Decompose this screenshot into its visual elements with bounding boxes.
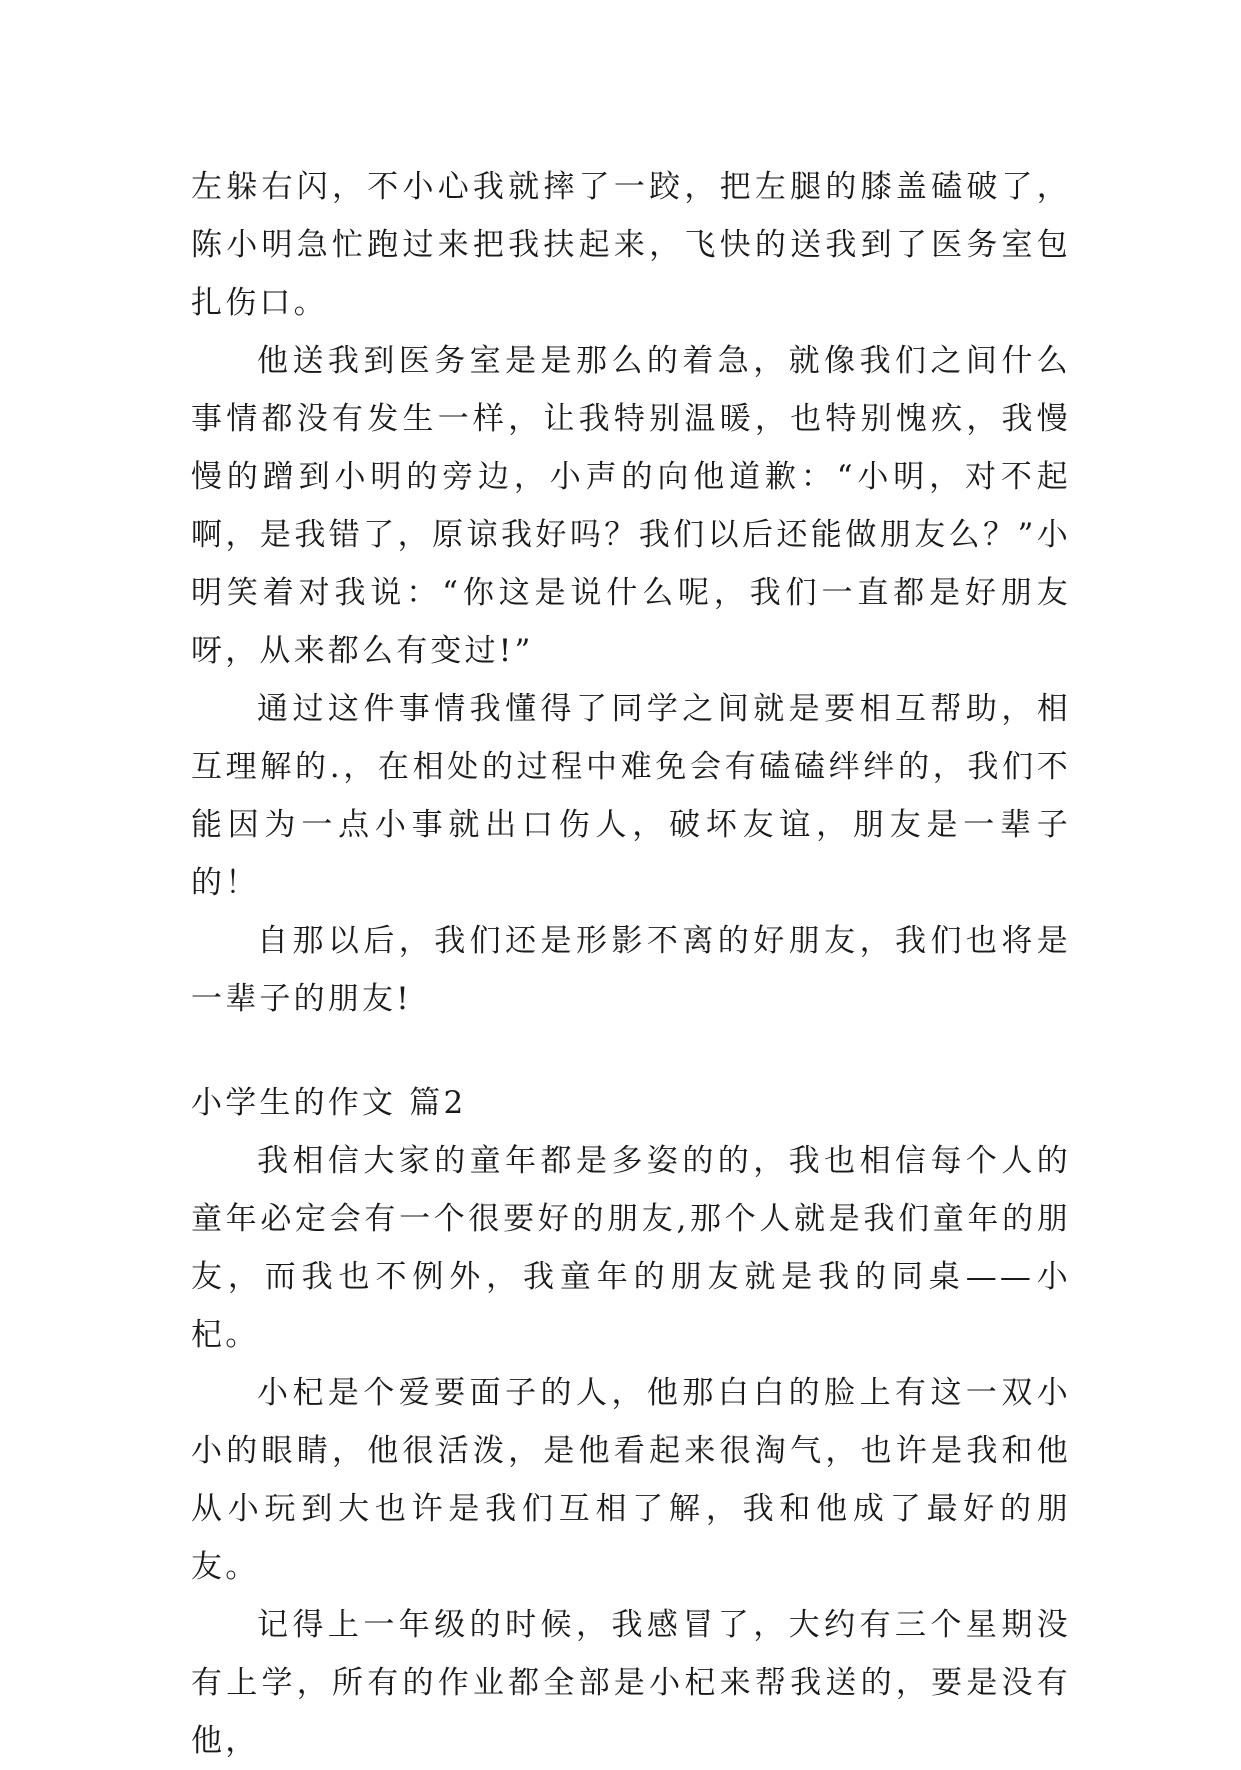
paragraph: 通过这件事情我懂得了同学之间就是要相互帮助，相互理解的.，在相处的过程中难免会有磕磕绊绊的，我们不能因为一点小事就出口伤人，破坏友谊，朋友是一辈子的！: [191, 691, 1071, 901]
paragraph: 他送我到医务室是是那么的着急，就像我们之间什么事情都没有发生一样，让我特别温暖，也特别愧疚，我慢慢的蹭到小明的旁边，小声的向他道歉：“小明，对不起啊，是我错了，原谅我好吗？我们以后还能做朋友么？”小明笑着对我说：“你这是说什么呢，我们一直都是好朋友呀，从来都么有变过!”: [191, 343, 1071, 669]
section-heading: 小学生的作文 篇2: [191, 1085, 467, 1121]
paragraph: 我相信大家的童年都是多姿的的，我也相信每个人的童年必定会有一个很要好的朋友,那个人就是我们童年的朋友，而我也不例外，我童年的朋友就是我的同桌——小杞。: [191, 1143, 1071, 1353]
paragraph: 自那以后，我们还是形影不离的好朋友，我们也将是一辈子的朋友!: [191, 923, 1071, 1017]
paragraph: 小杞是个爱要面子的人，他那白白的脸上有这一双小小的眼睛，他很活泼，是他看起来很淘气，也许是我和他从小玩到大也许是我们互相了解，我和他成了最好的朋友。: [191, 1375, 1071, 1585]
paragraph: 左躲右闪，不小心我就摔了一跤，把左腿的膝盖磕破了，陈小明急忙跑过来把我扶起来，飞快的送我到了医务室包扎伤口。: [191, 169, 1071, 321]
paragraph: 记得上一年级的时候，我感冒了，大约有三个星期没有上学，所有的作业都全部是小杞来帮我送的，要是没有他，: [191, 1607, 1071, 1759]
document-body: [191, 158, 1071, 1770]
